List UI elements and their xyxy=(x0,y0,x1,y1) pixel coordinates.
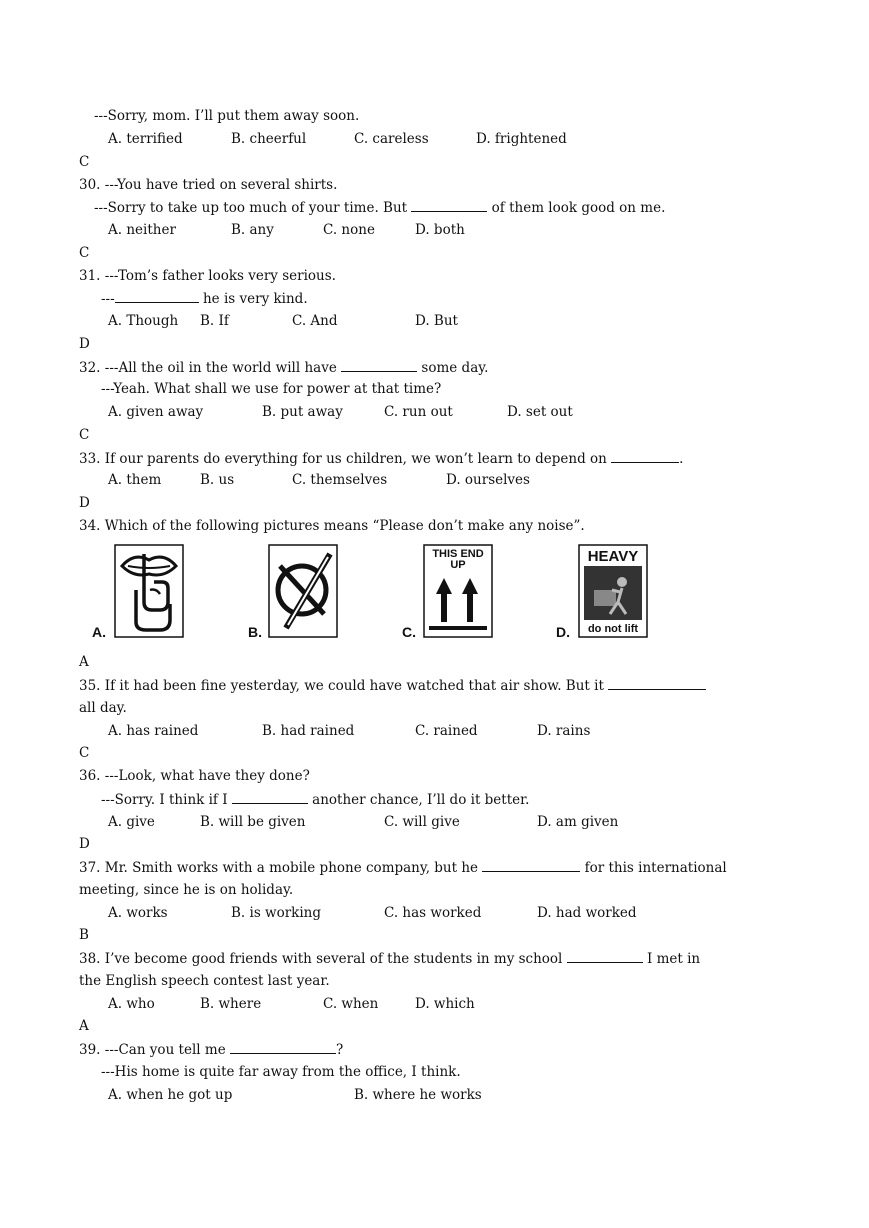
q32-response: ---Yeah. What shall we use for power at that time? xyxy=(101,381,442,397)
q39-stem xyxy=(79,1040,343,1059)
q37-stem xyxy=(79,858,727,877)
answer-blank xyxy=(482,858,580,872)
answer-blank xyxy=(115,289,199,303)
q38-option-b: B. where xyxy=(200,996,262,1012)
q38-answer: A xyxy=(79,1018,89,1034)
q30-option-b: B. any xyxy=(231,222,274,238)
q33-answer: D xyxy=(79,495,90,511)
this-end-up-picture xyxy=(423,544,493,638)
answer-blank xyxy=(567,949,643,963)
q33-stem-pre: 33. If our parents do everything for us children, we won’t learn to depend on xyxy=(79,451,607,467)
q36-answer: D xyxy=(79,836,90,852)
q33-stem-post: . xyxy=(679,451,684,467)
q39-stem-post: ? xyxy=(335,1042,344,1058)
q36-response xyxy=(101,790,529,809)
q34-stem: 34. Which of the following pictures means “Please don’t make any noise”. xyxy=(79,518,585,534)
sign-d-do-not-lift: do not lift xyxy=(587,623,639,635)
sign-c-line-2: UP xyxy=(450,559,466,571)
q29-option-c: C. careless xyxy=(354,131,429,147)
q36-response-post: another chance, I’ll do it better. xyxy=(312,792,530,808)
q32-stem xyxy=(79,358,488,377)
q32-answer: C xyxy=(79,427,90,443)
q38-option-c: C. when xyxy=(323,996,379,1012)
q35-option-a: A. has rained xyxy=(108,723,199,739)
q36-response-pre: ---Sorry. I think if I xyxy=(101,792,228,808)
answer-blank xyxy=(232,790,308,804)
q34-answer: A xyxy=(79,654,89,670)
answer-blank xyxy=(230,1040,336,1054)
answer-blank xyxy=(608,676,706,690)
q31-response xyxy=(101,289,308,308)
q37-stem-post: for this international xyxy=(584,860,727,876)
q33-option-a: A. them xyxy=(108,472,162,488)
q32-option-d: D. set out xyxy=(507,404,573,420)
q37-stem-pre: 37. Mr. Smith works with a mobile phone company, but he xyxy=(79,860,479,876)
q37-answer: B xyxy=(79,927,89,943)
q31-option-d: D. But xyxy=(415,313,458,329)
q33-option-d: D. ourselves xyxy=(446,472,530,488)
q31-response-post: he is very kind. xyxy=(202,291,308,307)
q34-pictures xyxy=(80,540,680,646)
q36-option-d: D. am given xyxy=(537,814,619,830)
q30-stem: 30. ---You have tried on several shirts. xyxy=(79,177,338,193)
q32-stem-pre: 32. ---All the oil in the world will have xyxy=(79,360,337,376)
q37-option-a: A. works xyxy=(108,905,168,921)
q39-response: ---His home is quite far away from the office, I think. xyxy=(101,1064,461,1080)
q38-stem xyxy=(79,949,700,968)
quiet-sign-picture xyxy=(114,544,184,638)
q33-option-b: B. us xyxy=(200,472,235,488)
q33-option-c: C. themselves xyxy=(292,472,388,488)
q30-option-a: A. neither xyxy=(108,222,176,238)
q35-option-b: B. had rained xyxy=(262,723,355,739)
q32-option-a: A. given away xyxy=(108,404,204,420)
q31-response-pre: --- xyxy=(101,291,115,307)
q36-stem: 36. ---Look, what have they done? xyxy=(79,768,310,784)
q36-option-c: C. will give xyxy=(384,814,460,830)
q32-stem-post: some day. xyxy=(421,360,489,376)
picture-label-d: D. xyxy=(556,624,570,640)
q38-option-d: D. which xyxy=(415,996,475,1012)
no-smoking-picture xyxy=(268,544,338,638)
q35-stem-line2: all day. xyxy=(79,700,127,716)
q31-option-b: B. If xyxy=(200,313,229,329)
sign-c-line-1: THIS END xyxy=(432,548,484,560)
answer-blank xyxy=(341,358,417,372)
q35-option-d: D. rains xyxy=(537,723,591,739)
heavy-sign-picture xyxy=(578,544,648,638)
q31-stem: 31. ---Tom’s father looks very serious. xyxy=(79,268,336,284)
q32-option-b: B. put away xyxy=(262,404,343,420)
q37-option-d: D. had worked xyxy=(537,905,637,921)
picture-label-a: A. xyxy=(92,624,106,640)
q39-stem-pre: 39. ---Can you tell me xyxy=(79,1042,226,1058)
q29-option-d: D. frightened xyxy=(476,131,567,147)
q37-option-c: C. has worked xyxy=(384,905,482,921)
q38-option-a: A. who xyxy=(108,996,155,1012)
answer-blank xyxy=(611,449,679,463)
q30-option-c: C. none xyxy=(323,222,375,238)
q30-option-d: D. both xyxy=(415,222,465,238)
q30-response-post: of them look good on me. xyxy=(491,200,666,216)
q35-option-c: C. rained xyxy=(415,723,478,739)
sign-d-heavy: HEAVY xyxy=(587,548,639,565)
q37-option-b: B. is working xyxy=(231,905,322,921)
q30-response xyxy=(94,198,665,217)
picture-label-c: C. xyxy=(402,624,416,640)
q37-stem-line2: meeting, since he is on holiday. xyxy=(79,882,294,898)
q31-option-c: C. And xyxy=(292,313,338,329)
q35-stem xyxy=(79,676,706,695)
q36-option-b: B. will be given xyxy=(200,814,306,830)
q35-answer: C xyxy=(79,745,90,761)
q31-option-a: A. Though xyxy=(108,313,179,329)
q36-option-a: A. give xyxy=(108,814,155,830)
q39-option-a: A. when he got up xyxy=(108,1087,233,1103)
q38-stem-line2: the English speech contest last year. xyxy=(79,973,330,989)
q29-response: ---Sorry, mom. I’ll put them away soon. xyxy=(94,108,360,124)
picture-label-b: B. xyxy=(248,624,262,640)
q30-answer: C xyxy=(79,245,90,261)
q38-stem-pre: 38. I’ve become good friends with several of the students in my school xyxy=(79,951,563,967)
q39-option-b: B. where he works xyxy=(354,1087,482,1103)
q29-option-b: B. cheerful xyxy=(231,131,307,147)
q30-response-pre: ---Sorry to take up too much of your time. But xyxy=(94,200,408,216)
q35-stem-pre: 35. If it had been fine yesterday, we could have watched that air show. But it xyxy=(79,678,604,694)
q32-option-c: C. run out xyxy=(384,404,453,420)
q33-stem xyxy=(79,449,683,468)
q29-option-a: A. terrified xyxy=(108,131,183,147)
q38-stem-post: I met in xyxy=(646,951,701,967)
q29-answer: C xyxy=(79,154,90,170)
answer-blank xyxy=(411,198,487,212)
q31-answer: D xyxy=(79,336,90,352)
